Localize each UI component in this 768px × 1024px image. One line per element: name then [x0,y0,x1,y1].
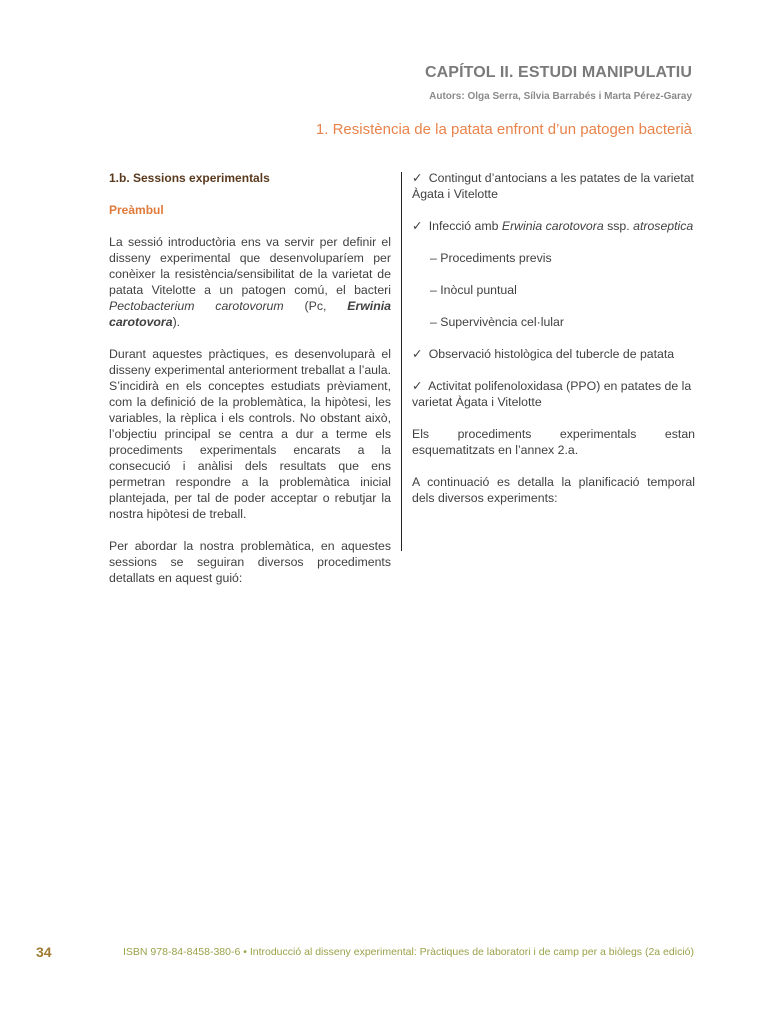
right-column [412,170,695,522]
sub-list-item: – Inòcul puntual [430,283,517,297]
species-name: Erwinia carotovora [501,219,604,233]
paragraph-intro [109,234,391,330]
species-synonym: Erwinia carotovora [109,299,391,329]
chapter-title: CAPÍTOL II. ESTUDI MANIPULATIU [424,64,692,81]
preamble-title: Preàmbul [109,203,164,217]
list-item [412,346,695,362]
list-item-text: Infecció amb [428,219,502,233]
list-item [412,378,695,410]
list-item-text: Observació histològica del tubercle de patata [428,347,675,361]
column-divider [401,172,402,551]
list-item [412,170,695,202]
page-number: 34 [36,944,52,960]
paragraph-practices: Durant aquestes pràctiques, es desenvoluparà el disseny experimental anteriorment treballat a l’aula. S’incidirà en els conceptes estudiats prèviament, com la definició de la problemàtica, la hipòtesi, les variables, la rèplica i els controls. No obstant això, l’objectiu principal se centra a dur a terme els procediments experimentals encarats a la consecució i anàlisi dels resultats que ens permetran respondre a la problemàtica inicial plantejada, per tal de poder acceptar o rebutjar la nostra hipòtesi de treball. [109,347,391,521]
check-icon: ✓ [412,379,423,393]
section-title: 1. Resistència de la patata enfront d’un patogen bacterià [315,121,692,138]
sub-list-item: – Supervivència cel·lular [430,315,564,329]
paragraph-planning: A continuació es detalla la planificació temporal dels diversos experiments: [412,475,695,505]
paragraph-annex: Els procediments experimentals estan esquematitzats en l’annex 2.a. [412,427,695,457]
check-icon: ✓ [412,347,423,361]
list-item-text: Activitat polifenoloxidasa (PPO) en patates de la varietat Àgata i Vitelotte [412,379,692,409]
intro-text: La sessió introductòria ens va servir per definir el disseny experimental que desenvoluparíem per conèixer la resistència/sensibilitat de la varietat de patata Vitelotte a un patogen comú, el bacteri [109,235,391,297]
list-item [412,218,695,234]
intro-text-mid: (Pc, [283,299,348,313]
sub-list-item: – Procediments previs [430,251,552,265]
authors-line: Autors: Olga Serra, Sílvia Barrabés i Marta Pérez-Garay [429,91,692,102]
check-icon: ✓ [412,219,423,233]
intro-text-end: ). [172,315,181,329]
list-item-text: ssp. [603,219,634,233]
check-icon: ✓ [412,171,423,185]
species-name: Pectobacterium carotovorum [109,299,284,313]
subspecies-name: atroseptica [633,219,694,233]
footer-text: ISBN 978-84-8458-380-6 • Introducció al disseny experimental: Pràctiques de laboratori i de camp per a biòlegs (2a edició) [123,946,694,958]
subheading: 1.b. Sessions experimentals [109,171,270,185]
paragraph-procedures: Per abordar la nostra problemàtica, en aquestes sessions se seguiran diversos procediments detallats en aquest guió: [109,539,391,585]
list-item-text: Contingut d’antocians a les patates de la varietat Àgata i Vitelotte [412,171,694,201]
left-column [109,170,391,602]
